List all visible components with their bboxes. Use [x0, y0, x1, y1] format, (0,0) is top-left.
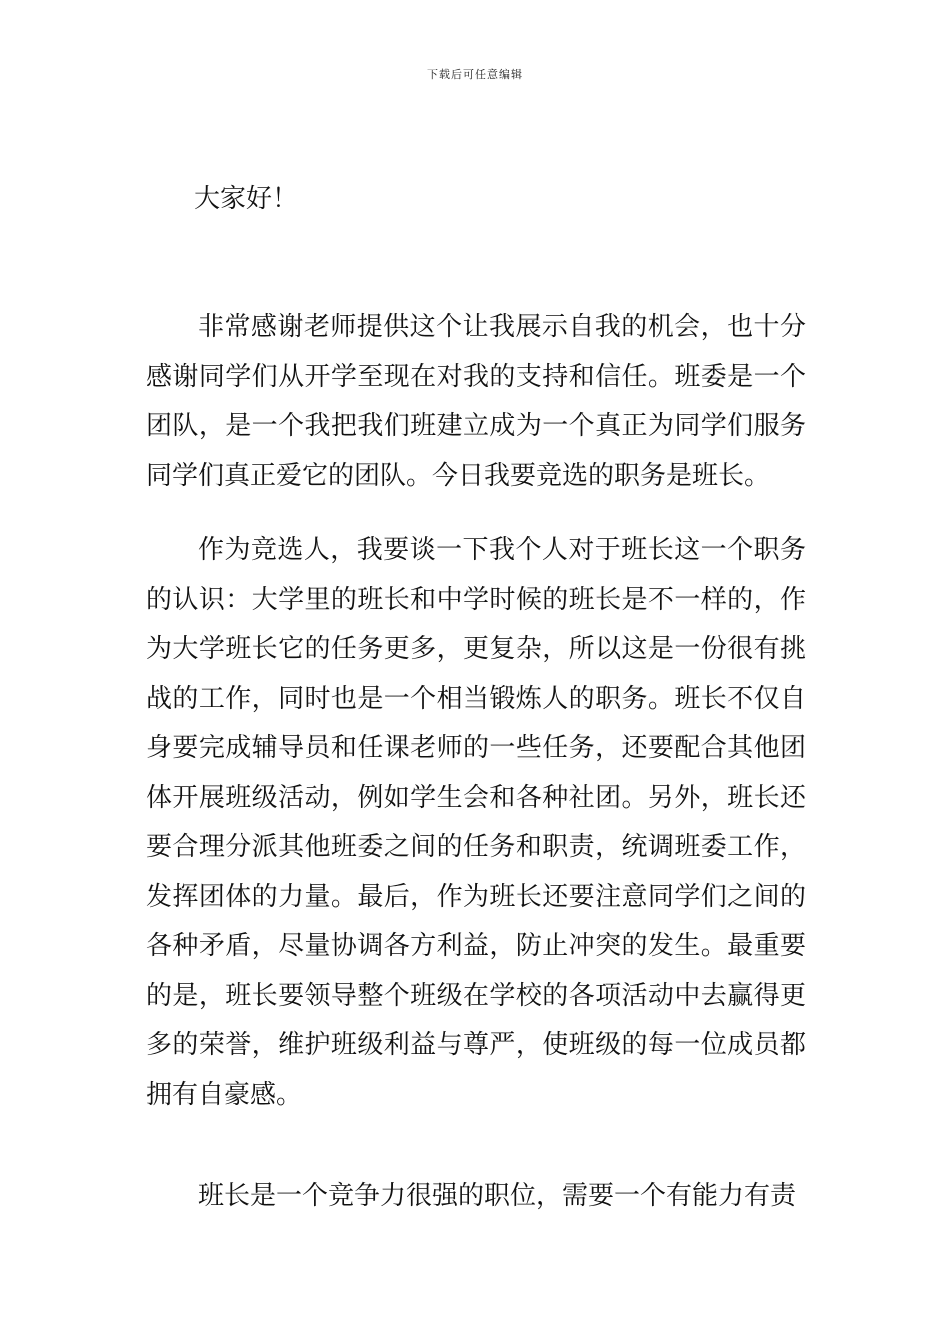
paragraph-3: 班长是一个竞争力很强的职位，需要一个有能力有责 — [198, 1181, 797, 1211]
paragraph-1: 非常感谢老师提供这个让我展示自我的机会，也十分感谢同学们从开学至现在对我的支持和信任。班委是一个团队，是一个我把我们班建立成为一个真正为同学们服务同学们真正爱它的团队。今日我要竞选的职务是班长。 — [146, 312, 806, 491]
header-editable-note: 下载后可任意编辑 — [427, 68, 523, 81]
paragraph-2: 作为竞选人，我要谈一下我个人对于班长这一个职务的认识：大学里的班长和中学时候的班长是不一样的，作为大学班长它的任务更多，更复杂，所以这是一份很有挑战的工作，同时也是一个相当锻炼人的职务。班长不仅自身要完成辅导员和任课老师的一些任务，还要配合其他团体开展班级活动，例如学生会和各种社团。另外，班长还要合理分派其他班委之间的任务和职责，统调班委工作，发挥团体的力量。最后，作为班长还要注意同学们之间的各种矛盾，尽量协调各方利益，防止冲突的发生。最重要的是，班长要领导整个班级在学校的各项活动中去赢得更多的荣誉，维护班级利益与尊严，使班级的每一位成员都拥有自豪感。 — [146, 535, 806, 1110]
greeting-text: 大家好！ — [194, 184, 299, 214]
paragraph-2-block — [146, 526, 806, 1120]
greeting-block — [146, 175, 806, 225]
paragraph-3-block — [146, 1172, 806, 1222]
paragraph-1-block — [146, 303, 806, 501]
